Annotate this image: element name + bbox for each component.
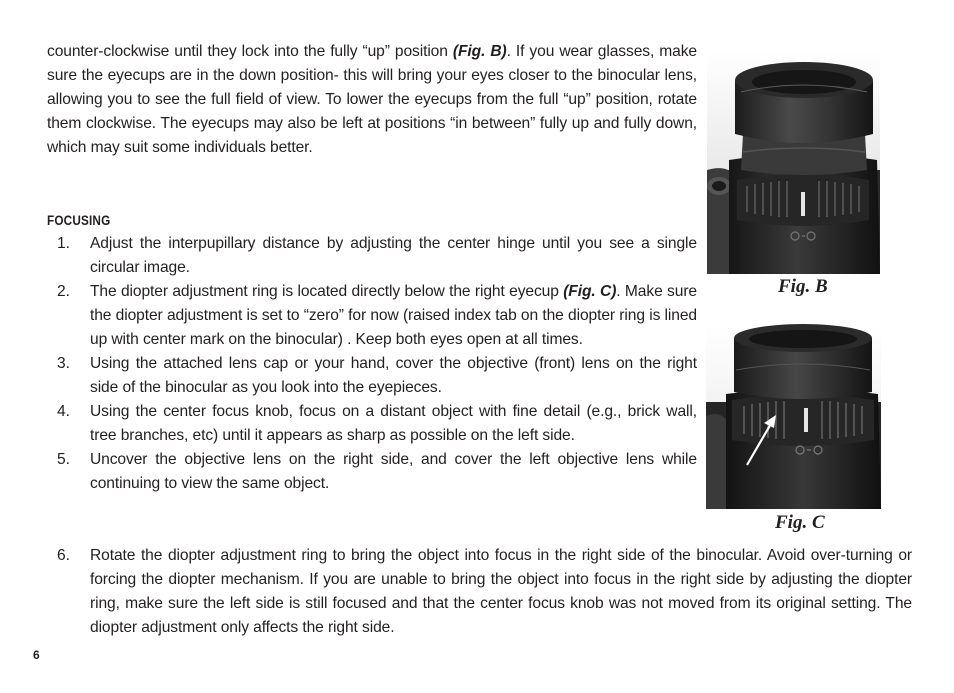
step-text-post: . Make sure the diopter adjustment is set to “zero” for now (raised index tab on the diopter ring is lined up with center mark on the binocular) . Keep both eyes open at all times. <box>90 283 697 348</box>
step-text: Adjust the interpupillary distance by adjusting the center hinge until you see a single circular image. <box>90 235 697 276</box>
fig-b-caption: Fig. B <box>778 276 828 297</box>
fig-b-photo <box>707 52 880 274</box>
step-number: 5. <box>57 451 70 468</box>
step-text: Uncover the objective lens on the right side, and cover the left objective lens while continuing to view the same object. <box>90 451 697 492</box>
step-number: 3. <box>57 355 70 372</box>
page-number: 6 <box>33 648 40 662</box>
intro-paragraph <box>47 40 697 160</box>
intro-lead: counter-clockwise until they lock into the fully “up” position <box>47 43 453 60</box>
fig-c-caption: Fig. C <box>775 512 825 533</box>
fig-b-reference: (Fig. B) <box>452 43 507 60</box>
step-text: Rotate the diopter adjustment ring to bring the object into focus in the right side of the binocular. Avoid over-turning or forcing the diopter mechanism. If you are unable to bring the object into focus in the right side by adjusting the diopter ring, make sure the left side is still focused and that the center focus knob was not moved from its original setting. The diopter adjustment only affects the right side. <box>90 547 912 636</box>
step-item <box>47 232 697 280</box>
step-number: 2. <box>57 283 70 300</box>
binocular-diopter-ring-photo-icon <box>706 324 881 509</box>
binocular-eyecup-raised-photo-icon <box>707 52 880 274</box>
intro-rest: . If you wear glasses, make sure the eyecups are in the down position- this will bring your eyes closer to the binocular lens, allowing you to see the full field of view. To lower the eyecups from the full “up” position, rotate them clockwise. The eyecups may also be left at positions “in between” fully up and fully down, which may suit some individuals better. <box>47 43 697 156</box>
step-item <box>47 448 697 496</box>
step-item <box>47 352 697 400</box>
step-number: 4. <box>57 403 70 420</box>
step-text-pre: The diopter adjustment ring is located directly below the right eyecup <box>90 283 564 300</box>
focusing-steps-list <box>47 232 697 496</box>
focusing-heading: FOCUSING <box>47 212 111 228</box>
fig-c-reference: (Fig. C) <box>563 283 617 300</box>
step-item <box>47 400 697 448</box>
step-number: 6. <box>57 547 70 564</box>
focusing-steps-list-continued <box>47 544 912 640</box>
step-item <box>47 544 912 640</box>
step-text: Using the attached lens cap or your hand, cover the objective (front) lens on the right side of the binocular as you look into the eyepieces. <box>90 355 697 396</box>
step-text: Using the center focus knob, focus on a distant object with fine detail (e.g., brick wall, tree branches, etc) until it appears as sharp as possible on the left side. <box>90 403 697 444</box>
step-number: 1. <box>57 235 70 252</box>
step-item <box>47 280 697 352</box>
fig-c-photo <box>706 324 881 509</box>
